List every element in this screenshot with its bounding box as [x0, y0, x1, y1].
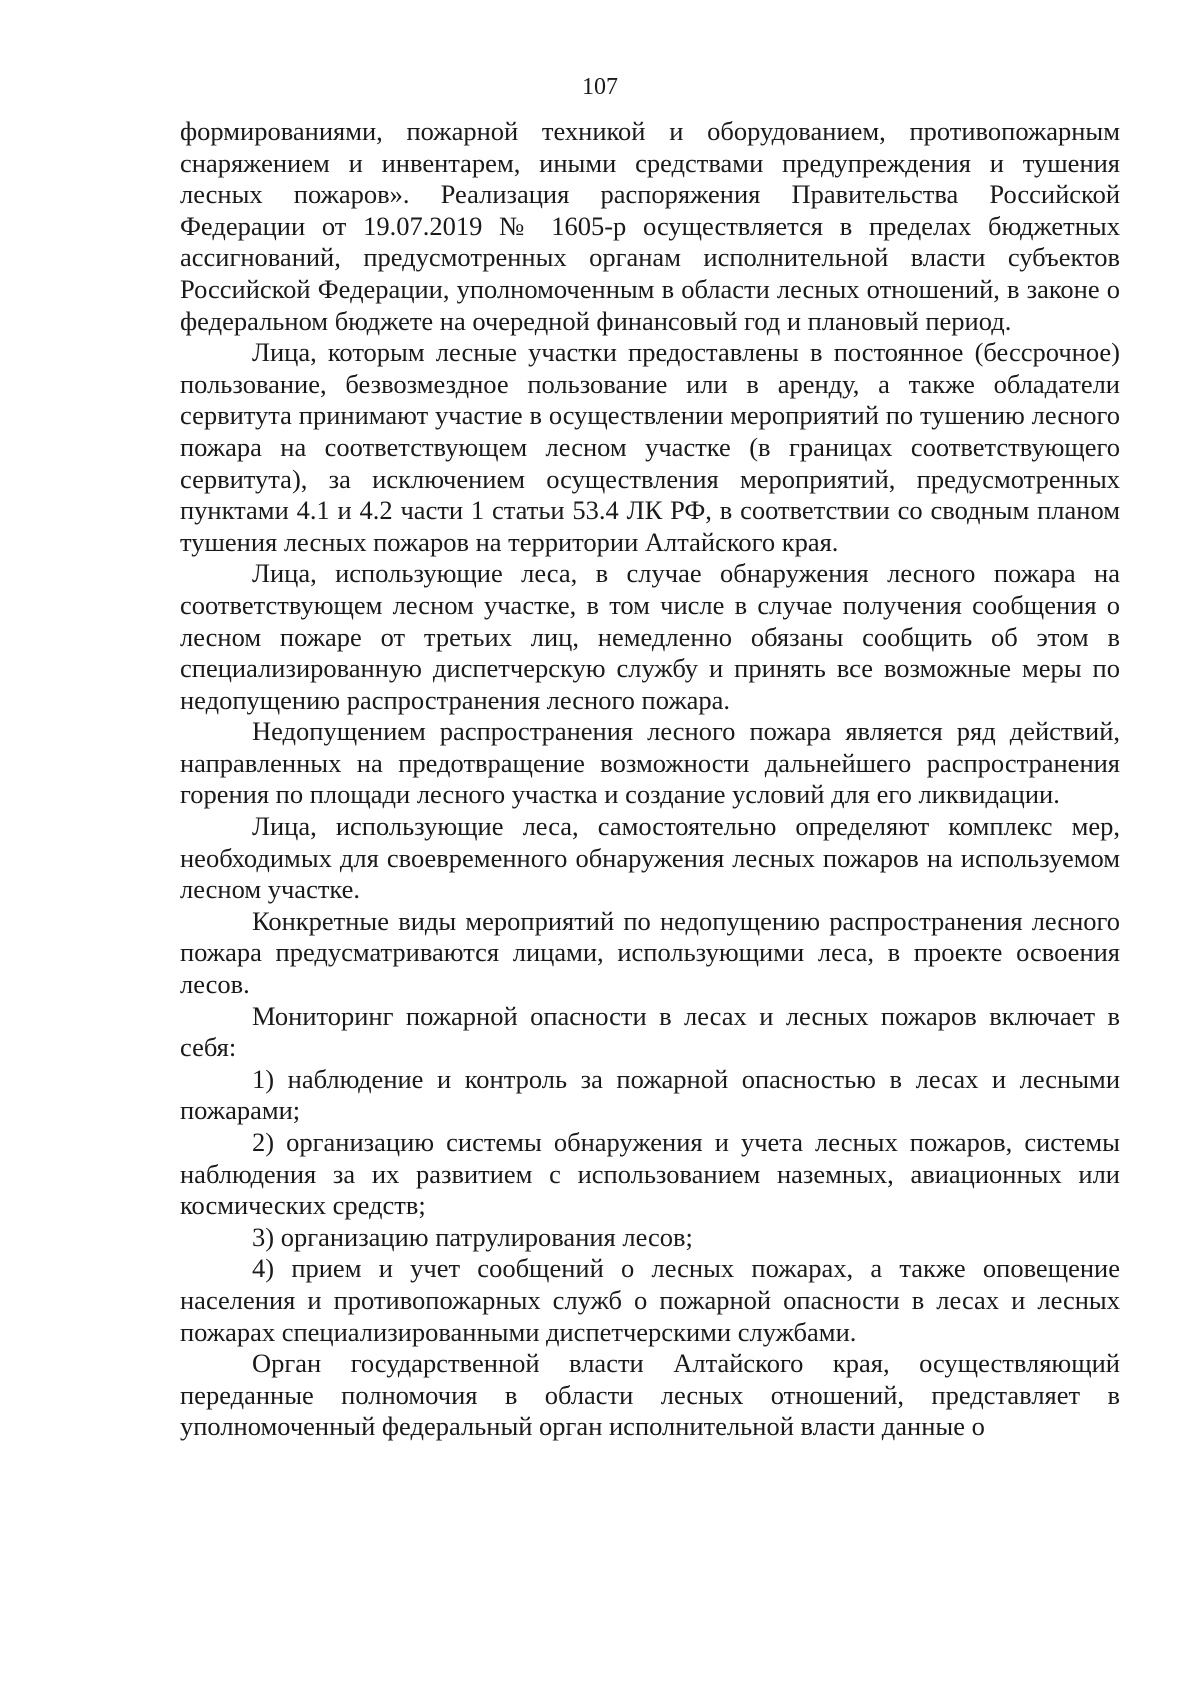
document-body [180, 116, 1120, 1443]
list-item-3: 3) организацию патрулирования лесов; [252, 1221, 693, 1252]
list-item-4: 4) прием и учет сообщений о лесных пожарах, а также оповещение населения и противопожарных служб о пожарной опасности в лесах и лесных пожарах специализированными диспетчерскими службами. [180, 1253, 1120, 1347]
paragraph-continuation: формированиями, пожарной техникой и оборудованием, противопожарным снаряжением и инвентарем, иными средствами предупреждения и тушения лесных пожаров». Реализация распоряжения Правительства Российской Федерации от 19.07.2019 № 1605-р осуществляется в пределах бюджетных ассигнований, предусмотренных органам исполнительной власти субъектов Российской Федерации, уполномоченным в области лесных отношений, в законе о федеральном бюджете на очередной финансовый год и плановый период. [180, 116, 1120, 336]
paragraph-detection-measures: Лица, использующие леса, самостоятельно определяют комплекс мер, необходимых для своевременного обнаружения лесных пожаров на используемом лесном участке. [180, 811, 1120, 905]
paragraph-monitoring-intro: Мониторинг пожарной опасности в лесах и лесных пожаров включает в себя: [180, 1000, 1120, 1063]
paragraph-forest-users-firefighting: Лица, которым лесные участки предоставлены в постоянное (бессрочное) пользование, безвозмездное пользование или в аренду, а также обладатели сервитута принимают участие в осуществлении мероприятий по тушению лесного пожара на соответствующем лесном участке (в границах соответствующего сервитута), за исключением осуществления мероприятий, предусмотренных пунктами 4.1 и 4.2 части 1 статьи 53.4 ЛК РФ, в соответствии со сводным планом тушения лесных пожаров на территории Алтайского края. [180, 337, 1120, 557]
page-number: 107 [582, 74, 618, 100]
paragraph-fire-detection-duty: Лица, использующие леса, в случае обнаружения лесного пожара на соответствующем лесном участке, в том числе в случае получения сообщения о лесном пожаре от третьих лиц, немедленно обязаны сообщить об этом в специализированную диспетчерскую службу и принять все возможные меры по недопущению распространения лесного пожара. [180, 558, 1120, 715]
paragraph-specific-measures: Конкретные виды мероприятий по недопущению распространения лесного пожара предусматриваются лицами, использующими леса, в проекте освоения лесов. [180, 905, 1120, 1000]
paragraph-spread-prevention-definition: Недопущением распространения лесного пожара является ряд действий, направленных на предотвращение возможности дальнейшего распространения горения по площади лесного участка и создание условий для его ликвидации. [180, 716, 1120, 810]
list-item-2: 2) организацию системы обнаружения и учета лесных пожаров, системы наблюдения за их развитием с использованием наземных, авиационных или космических средств; [180, 1127, 1120, 1221]
list-item-1: 1) наблюдение и контроль за пожарной опасностью в лесах и лесными пожарами; [180, 1063, 1120, 1126]
paragraph-state-authority-report: Орган государственной власти Алтайского края, осуществляющий переданные полномочия в области лесных отношений, представляет в уполномоченный федеральный орган исполнительной власти данные о [180, 1348, 1120, 1442]
